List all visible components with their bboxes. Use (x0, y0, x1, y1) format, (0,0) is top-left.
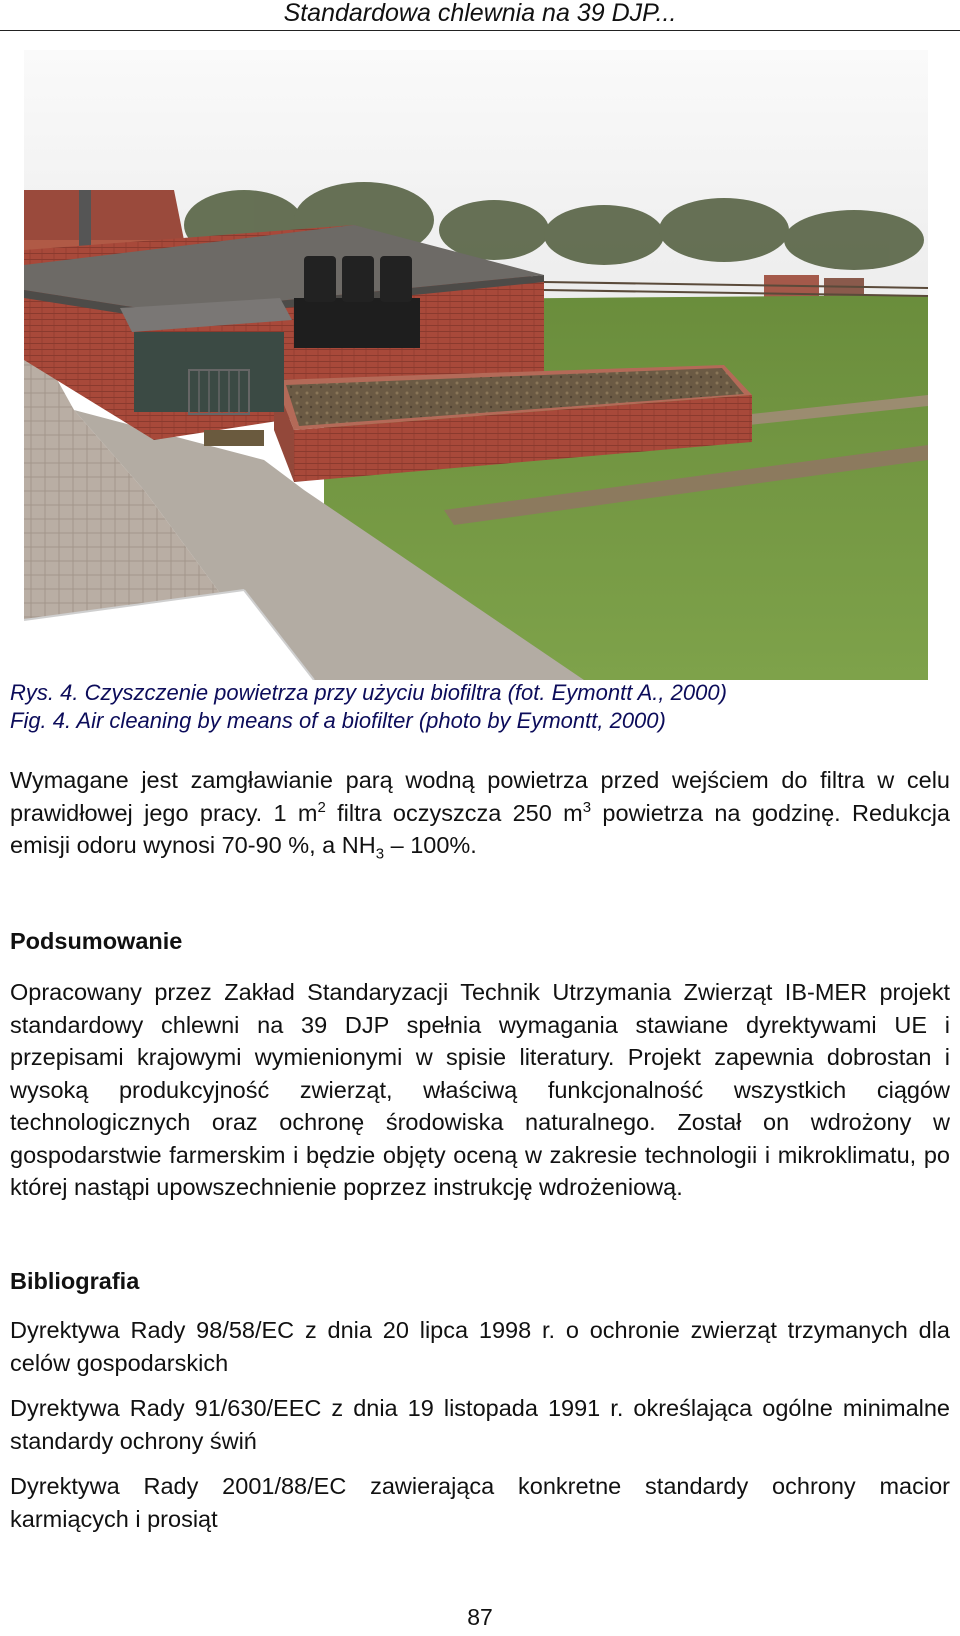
intro-paragraph (10, 764, 950, 862)
bibliography-heading: Bibliografia (10, 1268, 140, 1294)
biofilter-photo (24, 50, 928, 680)
page-number: 87 (467, 1604, 493, 1630)
intro-text-3: powietrza na godzinę. Redukcja emisji odoru wynosi 70-90 %, a NH (10, 799, 950, 858)
intro-text-4: – 100%. (384, 832, 477, 858)
bibliography-item: Dyrektywa Rady 2001/88/EC zawierająca konkretne standardy ochrony macior karmiących i prosiąt (10, 1473, 950, 1532)
running-header-title: Standardowa chlewnia na 39 DJP... (283, 0, 677, 27)
figure-caption-english: Fig. 4. Air cleaning by means of a biofilter (photo by Eymontt, 2000) (10, 708, 666, 733)
running-header (0, 0, 960, 31)
intro-sup-1: 2 (317, 798, 326, 816)
figure-caption-polish: Rys. 4. Czyszczenie powietrza przy użyciu biofiltra (fot. Eymontt A., 2000) (10, 680, 727, 705)
intro-sup-2: 3 (582, 798, 592, 816)
bibliography-item: Dyrektywa Rady 91/630/EEC z dnia 19 listopada 1991 r. określająca ogólne minimalne standardy ochrony świń (10, 1395, 950, 1454)
intro-sub-1: 3 (375, 845, 385, 863)
intro-text-1: Wymagane jest zamgławianie parą wodną powietrza przed wejściem do filtra w celu prawidłowej jego pracy. 1 m (10, 767, 950, 826)
summary-paragraph: Opracowany przez Zakład Standaryzacji Technik Utrzymania Zwierząt IB-MER projekt standardowy chlewni na 39 DJP spełnia wymagania stawiane dyrektywami UE i przepisami krajowymi wymienionymi w spisie literatury. Projekt zapewnia dobrostan i wysoką produkcyjność zwierząt, właściwą funkcjonalność wszystkich ciągów technologicznych oraz ochronę środowiska naturalnego. Został on wdrożony w gospodarstwie farmerskim i będzie objęty oceną w zakresie technologii i mikroklimatu, po której nastąpi upowszechnienie poprzez instrukcję wdrożeniową. (10, 979, 950, 1200)
intro-text-2: filtra oczyszcza 250 m (325, 799, 583, 826)
bibliography-item: Dyrektywa Rady 98/58/EC z dnia 20 lipca 1998 r. o ochronie zwierząt trzymanych dla celów gospodarskich (10, 1317, 950, 1376)
summary-heading: Podsumowanie (10, 928, 183, 954)
